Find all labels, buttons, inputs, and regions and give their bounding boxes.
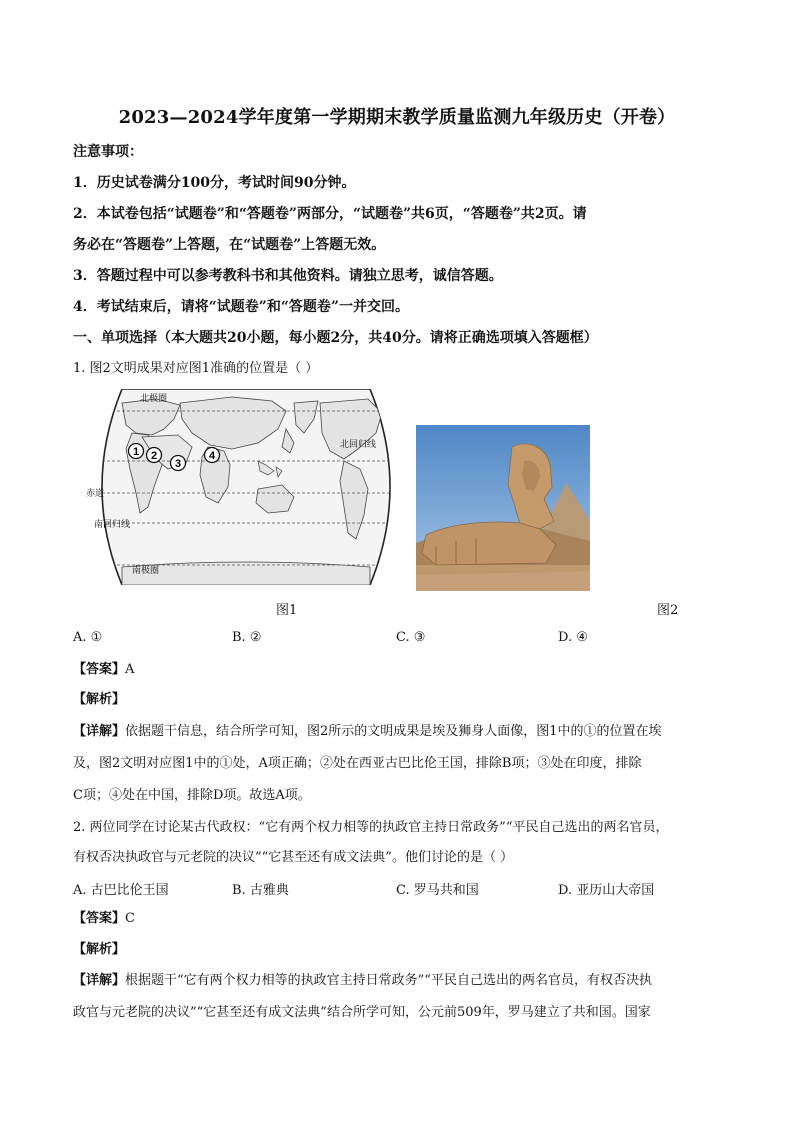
q1-option-c: C. ③: [396, 630, 426, 645]
q2-stem-line-2: 有权否决执政官与元老院的决议”“它甚至还有成文法典”。他们讨论的是（ ）: [73, 850, 514, 865]
q2-answer-line: [73, 909, 723, 929]
q2-option-d: D. 亚历山大帝国: [558, 883, 655, 898]
q2-detail-line-1: 【详解】根据题干“它有两个权力相等的执政官主持日常政务”“平民自己选出的两名官员，有权否决执: [73, 973, 652, 988]
q1-detail-line-1: 【详解】依据题干信息，结合所学可知，图2所示的文明成果是埃及狮身人面像，图1中的①的位置在埃: [73, 724, 662, 739]
q2-answer: C: [125, 911, 135, 926]
q1-answer: A: [125, 662, 135, 677]
q2-answer-tag: 【答案】: [73, 911, 126, 926]
q1-answer-line: [73, 660, 723, 680]
notice-heading: 注意事项：: [73, 144, 143, 160]
exam-title: 2023—2024学年度第一学期期末教学质量监测九年级历史（开卷）: [118, 107, 676, 128]
q2-detail-tag: 【详解】: [73, 973, 126, 988]
q2-option-b: B. 古雅典: [232, 883, 289, 898]
q1-answer-tag: 【答案】: [73, 662, 126, 677]
q2-option-c: C. 罗马共和国: [396, 883, 479, 898]
figure-2-caption: 图2: [657, 603, 679, 618]
map-label-tropic-cancer: 北回归线: [340, 439, 377, 449]
q2-stem-line-1: 2. 两位同学在讨论某古代政权：“它有两个权力相等的执政官主持日常政务”“平民自己选出的两名官员，: [73, 820, 669, 835]
q1-detail-line-2: 及，图2文明对应图1中的①处，A项正确；②处在西亚古巴比伦王国，排除B项；③处在印度，排除: [73, 756, 642, 771]
map-label-north-polar: 北极圈: [140, 393, 168, 403]
q1-detail-line-3: C项；④处在中国，排除D项。故选A项。: [73, 788, 311, 803]
map-marker-4: [205, 448, 220, 463]
map-marker-2: [147, 448, 162, 463]
world-map-figure: [82, 389, 410, 585]
sphinx-photo: [416, 425, 590, 591]
q1-option-b: B. ②: [232, 630, 262, 645]
q1-stem: 1. 图2文明成果对应图1准确的位置是（ ）: [73, 361, 319, 376]
q1-option-d: D. ④: [558, 630, 588, 645]
notice-item-4: 4．考试结束后，请将“试题卷”和“答题卷”一并交回。: [73, 299, 409, 315]
map-marker-3: [171, 456, 186, 471]
notice-item-2: 2．本试卷包括“试题卷”和“答题卷”两部分，“试题卷”共6页，“答题卷”共2页。请: [73, 206, 587, 222]
map-label-south-polar: 南极圈: [132, 565, 160, 575]
figure-1-caption: 图1: [276, 603, 298, 618]
q2-analysis-tag: 【解析】: [73, 942, 126, 957]
svg-text:3: 3: [174, 458, 182, 470]
notice-item-3: 3．答题过程中可以参考教科书和其他资料。请独立思考，诚信答题。: [73, 268, 503, 284]
notice-item-1: 1．历史试卷满分100分，考试时间90分钟。: [73, 175, 356, 191]
q1-analysis-tag: 【解析】: [73, 692, 126, 707]
svg-text:1: 1: [132, 446, 140, 458]
q2-detail-line-2: 政官与元老院的决议”“它甚至还有成文法典”结合所学可知，公元前509年，罗马建立了共和国。国家: [73, 1005, 651, 1020]
svg-text:2: 2: [150, 450, 158, 462]
q2-option-a: A. 古巴比伦王国: [73, 883, 169, 898]
q1-detail-tag: 【详解】: [73, 724, 126, 739]
section-heading: 一、单项选择（本大题共20小题，每小题2分，共40分。请将正确选项填入答题框）: [73, 330, 598, 346]
map-label-equator: 赤道: [86, 488, 105, 498]
map-marker-1: [129, 444, 144, 459]
notice-item-2-cont: 务必在“答题卷”上答题，在“试题卷”上答题无效。: [73, 237, 386, 253]
map-label-tropic-capricorn: 南回归线: [94, 519, 131, 529]
q1-option-a: A. ①: [73, 630, 103, 645]
svg-text:4: 4: [208, 450, 216, 462]
